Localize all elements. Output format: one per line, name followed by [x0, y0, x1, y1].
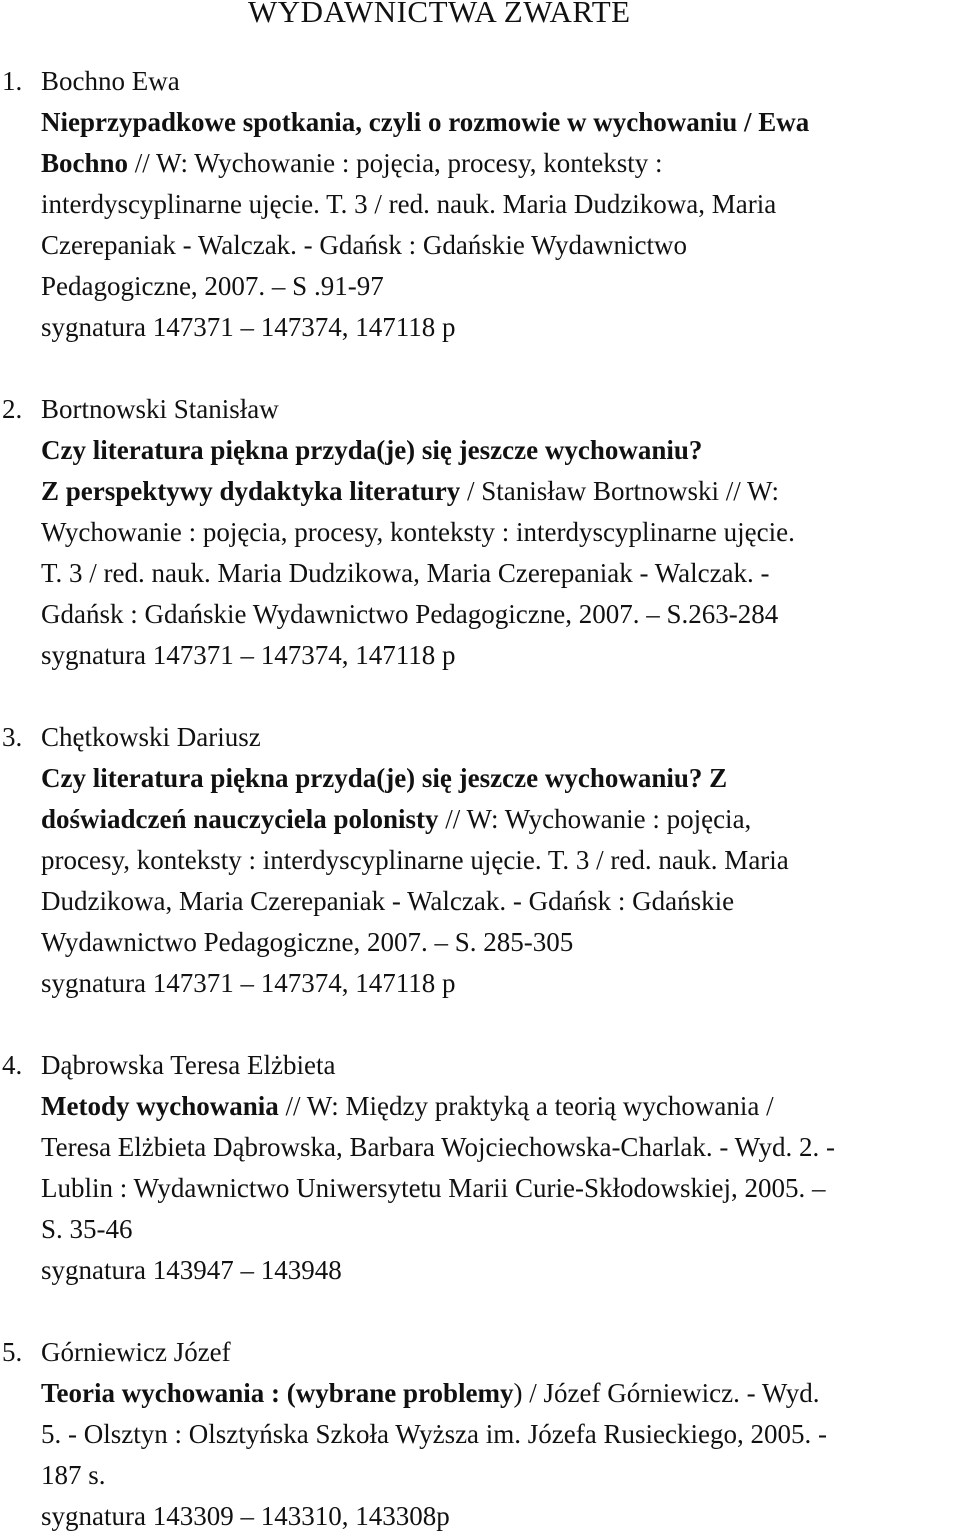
- entry-source-line: S. 35-46: [41, 1214, 133, 1244]
- entry-number: 5.: [2, 1337, 23, 1367]
- entry-title: Czy literatura piękna przyda(je) się jeszcze wychowaniu? Z: [41, 763, 728, 793]
- entry-source-line: 5. - Olsztyn : Olsztyńska Szkoła Wyższa im. Józefa Rusieckiego, 2005. -: [41, 1419, 827, 1449]
- entry-source-line: Dudzikowa, Maria Czerepaniak - Walczak. - Gdańsk : Gdańskie: [41, 886, 735, 916]
- entry-subtitle: doświadczeń nauczyciela polonisty: [41, 804, 439, 834]
- entry-source: / Stanisław Bortnowski // W:: [460, 476, 780, 506]
- entry-title: Teoria wychowania : (wybrane problemy: [41, 1378, 514, 1408]
- entry-source-line: Teresa Elżbieta Dąbrowska, Barbara Wojciechowska-Charlak. - Wyd. 2. -: [41, 1132, 836, 1162]
- entry-title-continued: Bochno: [41, 148, 129, 178]
- entry-number: 4.: [2, 1050, 23, 1080]
- entry-source-line: Pedagogiczne, 2007. – S .91-97: [41, 271, 384, 301]
- entry-number: 3.: [2, 722, 23, 752]
- entry-source-line: Wychowanie : pojęcia, procesy, konteksty : interdyscyplinarne ujęcie.: [41, 517, 795, 547]
- entry-source: // W: Wychowanie : pojęcia, procesy, konteksty :: [128, 148, 663, 178]
- entry-signature: sygnatura 147371 – 147374, 147118 p: [41, 312, 456, 342]
- entry-signature: sygnatura 143309 – 143310, 143308p: [41, 1501, 450, 1531]
- entry-source: ) / Józef Górniewicz. - Wyd.: [513, 1378, 820, 1408]
- entry-source-line: 187 s.: [41, 1460, 106, 1490]
- entry-source-line: interdyscyplinarne ujęcie. T. 3 / red. nauk. Maria Dudzikowa, Maria: [41, 189, 777, 219]
- entry-title: Czy literatura piękna przyda(je) się jeszcze wychowaniu?: [41, 435, 703, 465]
- entry-author: Dąbrowska Teresa Elżbieta: [41, 1050, 336, 1080]
- page-title: WYDAWNICTWA ZWARTE: [248, 0, 631, 29]
- entry-source-line: Gdańsk : Gdańskie Wydawnictwo Pedagogiczne, 2007. – S.263-284: [41, 599, 779, 629]
- entry-number: 1.: [2, 66, 23, 96]
- bibliography-entry: [0, 1045, 960, 1291]
- entry-author: Bortnowski Stanisław: [41, 394, 279, 424]
- bibliography-entry: [0, 717, 960, 1004]
- entry-title: Nieprzypadkowe spotkania, czyli o rozmowie w wychowaniu / Ewa: [41, 107, 810, 137]
- bibliography-entry: [0, 1332, 960, 1537]
- entry-source-line: procesy, konteksty : interdyscyplinarne ujęcie. T. 3 / red. nauk. Maria: [41, 845, 789, 875]
- entry-title: Metody wychowania: [41, 1091, 279, 1121]
- entry-author: Bochno Ewa: [41, 66, 180, 96]
- bibliography-entry: [0, 61, 960, 348]
- entry-source-line: T. 3 / red. nauk. Maria Dudzikowa, Maria Czerepaniak - Walczak. -: [41, 558, 770, 588]
- entry-signature: sygnatura 147371 – 147374, 147118 p: [41, 640, 456, 670]
- entry-source-line: Czerepaniak - Walczak. - Gdańsk : Gdańskie Wydawnictwo: [41, 230, 687, 260]
- entry-source-line: Wydawnictwo Pedagogiczne, 2007. – S. 285-305: [41, 927, 574, 957]
- bibliography-entry: [0, 389, 960, 676]
- entry-source: // W: Między praktyką a teorią wychowania /: [278, 1091, 774, 1121]
- entry-signature: sygnatura 147371 – 147374, 147118 p: [41, 968, 456, 998]
- entry-number: 2.: [2, 394, 23, 424]
- entry-author: Górniewicz Józef: [41, 1337, 231, 1367]
- entry-author: Chętkowski Dariusz: [41, 722, 261, 752]
- entry-signature: sygnatura 143947 – 143948: [41, 1255, 342, 1285]
- entry-source-line: Lublin : Wydawnictwo Uniwersytetu Marii Curie-Skłodowskiej, 2005. –: [41, 1173, 826, 1203]
- entry-subtitle: Z perspektywy dydaktyka literatury: [41, 476, 461, 506]
- entry-source: // W: Wychowanie : pojęcia,: [438, 804, 752, 834]
